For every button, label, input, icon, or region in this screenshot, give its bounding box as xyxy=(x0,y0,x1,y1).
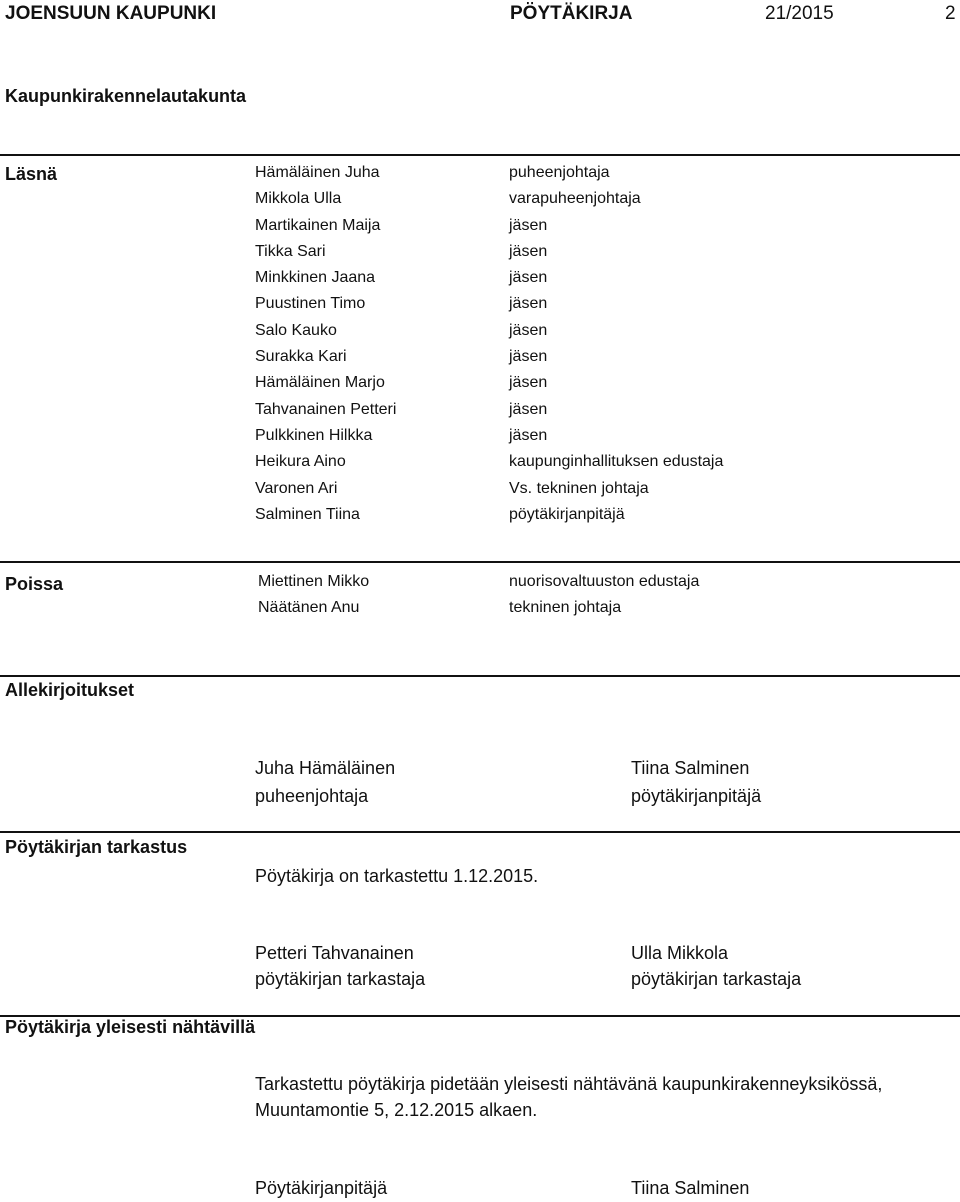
public-notice-line-2: Muuntamontie 5, 2.12.2015 alkaen. xyxy=(255,1100,538,1120)
organization-name: JOENSUUN KAUPUNKI xyxy=(5,3,217,24)
list-item: puheenjohtaja xyxy=(509,164,610,181)
reviewer-2-role: pöytäkirjan tarkastaja xyxy=(631,969,802,989)
list-item: Tikka Sari xyxy=(255,242,326,260)
list-item: Salminen Tiina xyxy=(255,505,360,523)
list-item: Vs. tekninen johtaja xyxy=(509,479,649,497)
list-item: tekninen johtaja xyxy=(509,599,622,617)
public-notice-line-1: Tarkastettu pöytäkirja pidetään yleisesti nähtävänä kaupunkirakenneyksikössä, xyxy=(255,1074,883,1094)
final-signature-name: Tiina Salminen xyxy=(631,1178,750,1198)
list-item: Tahvanainen Petteri xyxy=(255,400,397,418)
list-item: jäsen xyxy=(509,426,548,444)
list-item: Miettinen Mikko xyxy=(258,573,370,590)
public-section-title: Pöytäkirja yleisesti nähtävillä xyxy=(5,1017,256,1037)
committee-title: Kaupunkirakennelautakunta xyxy=(5,86,247,106)
list-item: Surakka Kari xyxy=(255,348,347,366)
present-section-title: Läsnä xyxy=(5,164,58,184)
absent-section-title: Poissa xyxy=(5,574,64,594)
section-divider xyxy=(0,831,960,833)
list-item: Hämäläinen Marjo xyxy=(255,374,385,392)
section-divider xyxy=(0,561,960,563)
list-item: Varonen Ari xyxy=(255,479,338,497)
list-item: Puustinen Timo xyxy=(255,295,366,313)
signatures-section-title: Allekirjoitukset xyxy=(5,680,135,700)
list-item: varapuheenjohtaja xyxy=(509,190,641,208)
section-divider xyxy=(0,154,960,156)
list-item: jäsen xyxy=(509,242,548,260)
list-item: nuorisovaltuuston edustaja xyxy=(509,573,700,590)
reviewer-1-role: pöytäkirjan tarkastaja xyxy=(255,969,426,989)
absent-roles-list xyxy=(509,569,699,622)
review-section-title: Pöytäkirjan tarkastus xyxy=(5,837,188,857)
list-item: jäsen xyxy=(509,269,548,287)
list-item: Pulkkinen Hilkka xyxy=(255,426,373,444)
signature-chair-role: puheenjohtaja xyxy=(255,786,369,806)
list-item: jäsen xyxy=(509,348,548,366)
signature-chair-name: Juha Hämäläinen xyxy=(255,758,396,778)
signature-secretary-role: pöytäkirjanpitäjä xyxy=(631,786,762,806)
reviewer-2-name: Ulla Mikkola xyxy=(631,943,729,963)
list-item: jäsen xyxy=(509,374,548,392)
reviewer-1-name: Petteri Tahvanainen xyxy=(255,943,414,963)
present-roles-list xyxy=(509,160,723,528)
list-item: Heikura Aino xyxy=(255,453,346,471)
list-item: Mikkola Ulla xyxy=(255,190,342,208)
list-item: Salo Kauko xyxy=(255,321,337,339)
list-item: jäsen xyxy=(509,400,548,418)
list-item: Minkkinen Jaana xyxy=(255,269,376,287)
list-item: Martikainen Maija xyxy=(255,216,381,234)
list-item: Hämäläinen Juha xyxy=(255,164,380,181)
list-item: jäsen xyxy=(509,321,548,339)
list-item: Näätänen Anu xyxy=(258,599,360,617)
document-type: PÖYTÄKIRJA xyxy=(510,3,633,24)
list-item: pöytäkirjanpitäjä xyxy=(509,505,625,523)
absent-names-list xyxy=(258,569,369,622)
signature-secretary-name: Tiina Salminen xyxy=(631,758,750,778)
list-item: kaupunginhallituksen edustaja xyxy=(509,453,724,471)
list-item: jäsen xyxy=(509,216,548,234)
review-statement: Pöytäkirja on tarkastettu 1.12.2015. xyxy=(255,866,539,886)
present-names-list xyxy=(255,160,396,528)
page-number: 2 xyxy=(945,3,956,24)
section-divider xyxy=(0,675,960,677)
document-number: 21/2015 xyxy=(765,3,834,24)
final-signature-role: Pöytäkirjanpitäjä xyxy=(255,1178,388,1198)
list-item: jäsen xyxy=(509,295,548,313)
